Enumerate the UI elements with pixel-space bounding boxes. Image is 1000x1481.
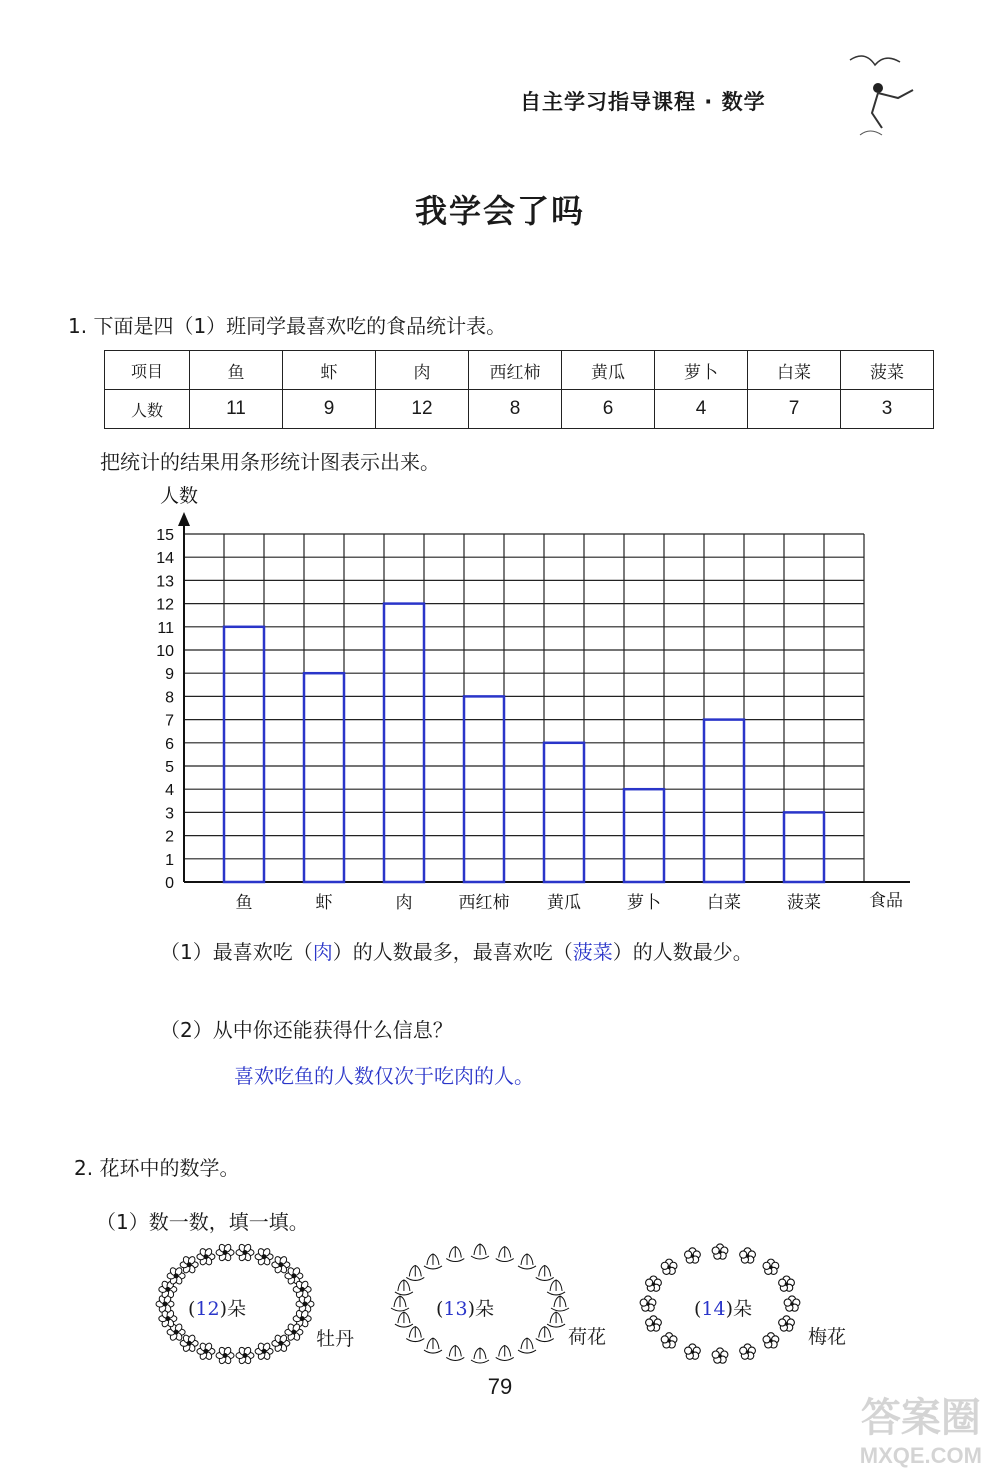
count-unit: 朵 bbox=[733, 1298, 753, 1320]
y-tick-label: 7 bbox=[165, 712, 174, 730]
lotus-flower-icon bbox=[471, 1348, 489, 1363]
lotus-flower-icon bbox=[518, 1338, 536, 1353]
q1-sub2-answer: 喜欢吃鱼的人数仅次于吃肉的人。 bbox=[234, 1064, 534, 1088]
peony-flower-icon bbox=[197, 1247, 215, 1266]
bar bbox=[784, 812, 824, 882]
plum-flower-icon bbox=[763, 1333, 779, 1348]
table-cell: 萝卜 bbox=[655, 351, 748, 390]
q2-sub1: （1）数一数，填一填。 bbox=[96, 1210, 309, 1234]
row-header: 人数 bbox=[105, 390, 190, 429]
y-tick-label: 14 bbox=[156, 550, 174, 568]
peony-flower-icon bbox=[180, 1334, 198, 1353]
table-cell: 4 bbox=[655, 390, 748, 429]
peony-flower-icon bbox=[255, 1342, 273, 1361]
table-cell: 虾 bbox=[283, 351, 376, 390]
peony-name: 牡丹 bbox=[316, 1328, 355, 1350]
lotus-flower-icon bbox=[424, 1254, 442, 1269]
peony-flower-icon bbox=[236, 1346, 254, 1365]
peony-flower-icon bbox=[272, 1334, 290, 1353]
lotus-flower-icon bbox=[496, 1345, 514, 1360]
y-tick-label: 5 bbox=[165, 759, 174, 776]
y-tick-label: 2 bbox=[165, 828, 174, 846]
plum-flower-icon bbox=[779, 1316, 795, 1331]
peony-flower-icon bbox=[216, 1346, 234, 1365]
answer-most: 肉 bbox=[312, 940, 333, 964]
watermark-line1: 答案圈 bbox=[860, 1395, 981, 1441]
peony-flower-icon bbox=[255, 1247, 273, 1266]
plum-flower-icon bbox=[712, 1348, 728, 1363]
table-cell: 菠菜 bbox=[841, 351, 934, 390]
x-tick-label: 菠菜 bbox=[787, 893, 821, 913]
lotus-flower-icon bbox=[446, 1247, 464, 1262]
lotus-flower-icon bbox=[406, 1265, 424, 1280]
x-tick-label: 西红柿 bbox=[458, 893, 510, 913]
plum-flower-icon bbox=[640, 1296, 656, 1311]
lotus-flower-icon bbox=[518, 1254, 536, 1269]
peony-flower-icon bbox=[216, 1243, 234, 1262]
lotus-flower-icon bbox=[395, 1280, 413, 1295]
plum-flower-icon bbox=[646, 1276, 662, 1291]
peony-flower-icon bbox=[236, 1243, 254, 1262]
count-value: 14 bbox=[701, 1298, 726, 1320]
table-cell: 6 bbox=[562, 390, 655, 429]
lotus-flower-icon bbox=[551, 1296, 569, 1311]
plum-flower-icon bbox=[784, 1296, 800, 1311]
lotus-name: 荷花 bbox=[568, 1326, 607, 1348]
plum-flower-icon bbox=[661, 1259, 677, 1274]
x-axis-label: 食品 bbox=[869, 891, 903, 911]
table-cell: 8 bbox=[469, 390, 562, 429]
y-tick-label: 3 bbox=[165, 805, 174, 823]
plum-flower-icon bbox=[740, 1248, 756, 1263]
peony-flower-icon bbox=[272, 1255, 290, 1274]
plum-flower-icon bbox=[661, 1333, 677, 1348]
y-tick-label: 1 bbox=[165, 851, 174, 869]
plum-flower-icon bbox=[685, 1248, 701, 1263]
lotus-flower-icon bbox=[406, 1327, 424, 1342]
lotus-flower-icon bbox=[471, 1244, 489, 1259]
q1-sub1 bbox=[160, 936, 753, 965]
peony-flower-icon bbox=[167, 1267, 185, 1286]
x-tick-label: 萝卜 bbox=[627, 893, 661, 913]
count-unit: 朵 bbox=[475, 1298, 495, 1320]
page-title: 我学会了吗 bbox=[414, 192, 585, 230]
lotus-flower-icon bbox=[391, 1296, 409, 1311]
sub1-text-a: （1）最喜欢吃（ bbox=[160, 940, 313, 964]
y-tick-label: 9 bbox=[165, 666, 174, 684]
peony-flower-icon bbox=[197, 1342, 215, 1361]
y-axis-label: 人数 bbox=[160, 485, 199, 507]
q1-sub2: （2）从中你还能获得什么信息？ bbox=[160, 1018, 453, 1042]
y-tick-label: 0 bbox=[165, 875, 174, 892]
y-axis-arrow bbox=[178, 512, 190, 526]
chart-labels bbox=[156, 485, 903, 913]
y-tick-label: 13 bbox=[156, 573, 174, 591]
y-tick-label: 10 bbox=[156, 643, 174, 660]
plum-name: 梅花 bbox=[808, 1326, 847, 1348]
peony-flower-icon bbox=[285, 1323, 303, 1342]
table-cell: 12 bbox=[376, 390, 469, 429]
x-tick-label: 虾 bbox=[315, 893, 333, 913]
table-cell: 白菜 bbox=[748, 351, 841, 390]
lotus-flower-icon bbox=[395, 1312, 413, 1327]
sub1-text-c: ）的人数最少。 bbox=[612, 940, 753, 964]
bar bbox=[304, 673, 344, 882]
y-tick-label: 4 bbox=[165, 782, 174, 800]
lotus-count: (13)朵 bbox=[436, 1298, 495, 1320]
table-cell: 鱼 bbox=[190, 351, 283, 390]
plum-flower-icon bbox=[740, 1344, 756, 1359]
y-tick-label: 6 bbox=[165, 735, 174, 753]
plum-flower-icon bbox=[685, 1344, 701, 1359]
table-cell: 11 bbox=[190, 390, 283, 429]
plum-flower-icon bbox=[712, 1244, 728, 1259]
lotus-flower-icon bbox=[547, 1312, 565, 1327]
bar-chart bbox=[140, 482, 920, 922]
y-tick-label: 8 bbox=[165, 689, 174, 707]
plum-flower-icon bbox=[779, 1276, 795, 1291]
peony-flower-icon bbox=[180, 1255, 198, 1274]
plum-count: (14)朵 bbox=[694, 1298, 753, 1320]
answer-least: 菠菜 bbox=[572, 940, 613, 964]
table-cell: 9 bbox=[283, 390, 376, 429]
watermark bbox=[860, 1386, 982, 1469]
q1-prompt: 1. 下面是四（1）班同学最喜欢吃的食品统计表。 bbox=[68, 314, 507, 338]
table-row bbox=[105, 351, 934, 390]
table-cell: 7 bbox=[748, 390, 841, 429]
count-unit: 朵 bbox=[227, 1298, 247, 1320]
lotus-flower-icon bbox=[547, 1280, 565, 1295]
stats-table bbox=[104, 350, 934, 429]
lotus-flower-icon bbox=[446, 1345, 464, 1360]
count-value: 13 bbox=[443, 1298, 468, 1320]
table-cell: 黄瓜 bbox=[562, 351, 655, 390]
count-value: 12 bbox=[195, 1298, 220, 1320]
y-tick-label: 12 bbox=[156, 596, 174, 614]
table-row bbox=[105, 390, 934, 429]
lotus-flower-icon bbox=[424, 1338, 442, 1353]
lotus-flower-icon bbox=[536, 1327, 554, 1342]
table-cell: 西红柿 bbox=[469, 351, 562, 390]
q1-instruction: 把统计的结果用条形统计图表示出来。 bbox=[100, 450, 440, 474]
wreaths bbox=[150, 1238, 870, 1378]
x-tick-label: 白菜 bbox=[707, 893, 741, 913]
x-tick-label: 肉 bbox=[395, 893, 413, 913]
page-number: 79 bbox=[487, 1374, 513, 1399]
y-tick-label: 15 bbox=[156, 527, 174, 544]
table-cell: 肉 bbox=[376, 351, 469, 390]
running-figure-icon bbox=[830, 40, 930, 150]
q2-prompt: 2. 花环中的数学。 bbox=[74, 1156, 240, 1180]
row-header: 项目 bbox=[105, 351, 190, 390]
bar bbox=[704, 720, 744, 882]
plum-flower-icon bbox=[763, 1259, 779, 1274]
plum-flower-icon bbox=[646, 1316, 662, 1331]
bar bbox=[224, 627, 264, 882]
x-tick-label: 鱼 bbox=[235, 893, 253, 913]
watermark-line2: MXQE.COM bbox=[859, 1443, 982, 1468]
peony-flower-icon bbox=[293, 1280, 311, 1299]
sub1-text-b: ）的人数最多，最喜欢吃（ bbox=[332, 940, 573, 964]
peony-count: (12)朵 bbox=[188, 1298, 247, 1320]
lotus-flower-icon bbox=[496, 1247, 514, 1262]
header-title: 自主学习指导课程 · 数学 bbox=[520, 90, 766, 114]
table-cell: 3 bbox=[841, 390, 934, 429]
lotus-flower-icon bbox=[536, 1265, 554, 1280]
y-tick-label: 11 bbox=[157, 619, 174, 637]
x-tick-label: 黄瓜 bbox=[547, 893, 581, 913]
